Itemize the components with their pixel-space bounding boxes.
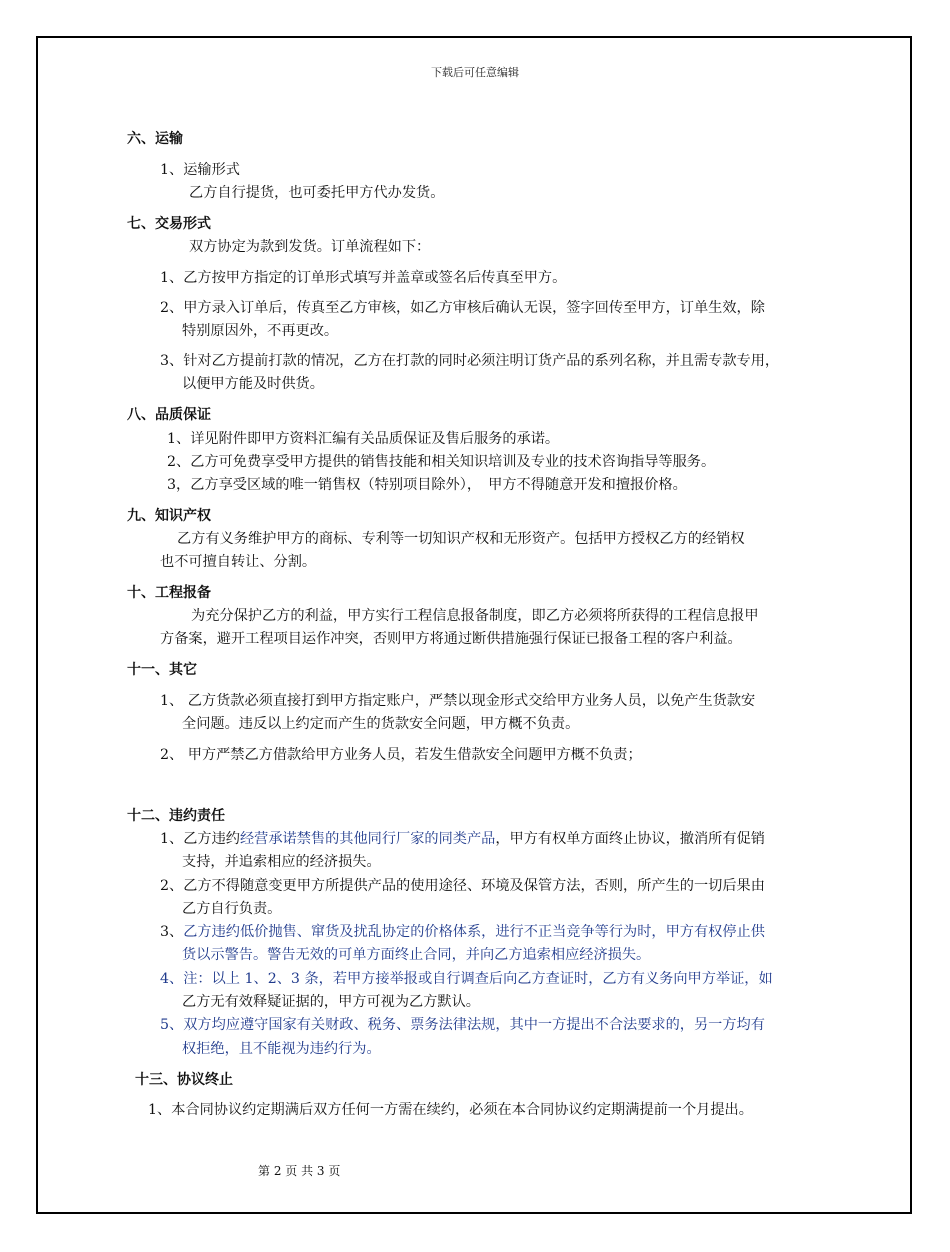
s8-item-1: 1、详见附件即甲方资料汇编有关品质保证及售后服务的承诺。 <box>167 431 560 447</box>
s12-item-1-highlight: 经营承诺禁售的其他同行厂家的同类产品 <box>239 831 496 847</box>
s12-item-1-prefix: 1、乙方违约 <box>160 831 240 847</box>
s11-item-1-line-1: 1、 乙方货款必须直接打到甲方指定账户，严禁以现金形式交给甲方业务人员，以免产生货款安 <box>160 693 756 709</box>
s12-item-4-line-2: 乙方无有效释疑证据的，甲方可视为乙方默认。 <box>182 994 480 1010</box>
s7-item-1: 1、乙方按甲方指定的订单形式填写并盖章或签名后传真至甲方。 <box>160 270 567 286</box>
s10-line-2: 方备案，避开工程项目运作冲突，否则甲方将通过断供措施强行保证已报备工程的客户利益。 <box>160 631 742 647</box>
s12-item-2-line-1: 2、乙方不得随意变更甲方所提供产品的使用途径、环境及保管方法，否则，所产生的一切后果由 <box>160 878 765 894</box>
s7-item-2-line-1: 2、甲方录入订单后，传真至乙方审核，如乙方审核后确认无误，签字回传至甲方，订单生效，除 <box>160 300 765 316</box>
s11-item-1-line-2: 全问题。违反以上约定而产生的货款安全问题，甲方概不负责。 <box>182 716 580 732</box>
s12-item-1-line-1 <box>160 830 765 848</box>
s7-item-2-line-2: 特别原因外，不再更改。 <box>182 323 339 339</box>
s12-item-4-line-1: 4、注：以上 1、2、3 条，若甲方接举报或自行调查后向乙方查证时，乙方有义务向甲方举证，如 <box>160 971 773 987</box>
s12-item-1-line-2: 支持，并追索相应的经济损失。 <box>182 854 381 870</box>
section-9-title: 九、知识产权 <box>127 508 211 524</box>
section-13-title: 十三、协议终止 <box>135 1072 233 1088</box>
section-6-title: 六、运输 <box>127 131 183 147</box>
s12-item-3-number: 3、 <box>160 924 184 940</box>
s12-item-3-line-2: 货以示警告。警告无效的可单方面终止合同，并向乙方追索相应经济损失。 <box>182 947 651 963</box>
s7-item-3-line-2: 以便甲方能及时供货。 <box>182 376 324 392</box>
s7-intro: 双方协定为款到发货。订单流程如下： <box>189 239 431 255</box>
s8-item-2: 2、乙方可免费享受甲方提供的销售技能和相关知识培训及专业的技术咨询指导等服务。 <box>167 454 716 470</box>
s12-item-3-highlight: 乙方违约低价抛售、窜货及扰乱协定的价格体系，进行不正当竞争等行为时，甲方有权停止供 <box>183 924 765 940</box>
s6-item-1: 1、运输形式 <box>160 162 240 178</box>
section-11-title: 十一、其它 <box>127 662 197 678</box>
s11-item-2: 2、 甲方严禁乙方借款给甲方业务人员，若发生借款安全问题甲方概不负责； <box>160 747 642 763</box>
s12-item-1-suffix: ，甲方有权单方面终止协议，撤消所有促销 <box>495 831 765 847</box>
section-8-title: 八、品质保证 <box>127 407 211 423</box>
s12-item-3-line-1 <box>160 923 765 941</box>
s9-line-2: 也不可擅自转让、分割。 <box>160 554 317 570</box>
section-7-title: 七、交易形式 <box>127 216 211 232</box>
page-header: 下载后可任意编辑 <box>431 66 519 79</box>
s12-item-5-line-2: 权拒绝，且不能视为违约行为。 <box>182 1041 381 1057</box>
s12-item-5-line-1: 5、双方均应遵守国家有关财政、税务、票务法律法规，其中一方提出不合法要求的，另一方均有 <box>160 1017 765 1033</box>
page-border <box>36 36 912 1214</box>
s6-item-1-body: 乙方自行提货，也可委托甲方代办发货。 <box>189 185 445 201</box>
s8-item-3: 3，乙方享受区域的唯一销售权（特别项目除外）， 甲方不得随意开发和擅报价格。 <box>167 477 687 493</box>
section-12-title: 十二、违约责任 <box>127 808 225 824</box>
s12-item-2-line-2: 乙方自行负责。 <box>182 901 282 917</box>
page-footer: 第 2 页 共 3 页 <box>258 1164 341 1178</box>
s10-line-1: 为充分保护乙方的利益，甲方实行工程信息报备制度，即乙方必须将所获得的工程信息报甲 <box>191 608 759 624</box>
s7-item-3-line-1: 3、针对乙方提前打款的情况，乙方在打款的同时必须注明订货产品的系列名称，并且需专款专用， <box>160 353 780 369</box>
s13-item-1: 1、本合同协议约定期满后双方任何一方需在续约，必须在本合同协议约定期满提前一个月提出。 <box>148 1102 753 1118</box>
section-10-title: 十、工程报备 <box>127 585 211 601</box>
s9-line-1: 乙方有义务维护甲方的商标、专利等一切知识产权和无形资产。包括甲方授权乙方的经销权 <box>177 531 745 547</box>
